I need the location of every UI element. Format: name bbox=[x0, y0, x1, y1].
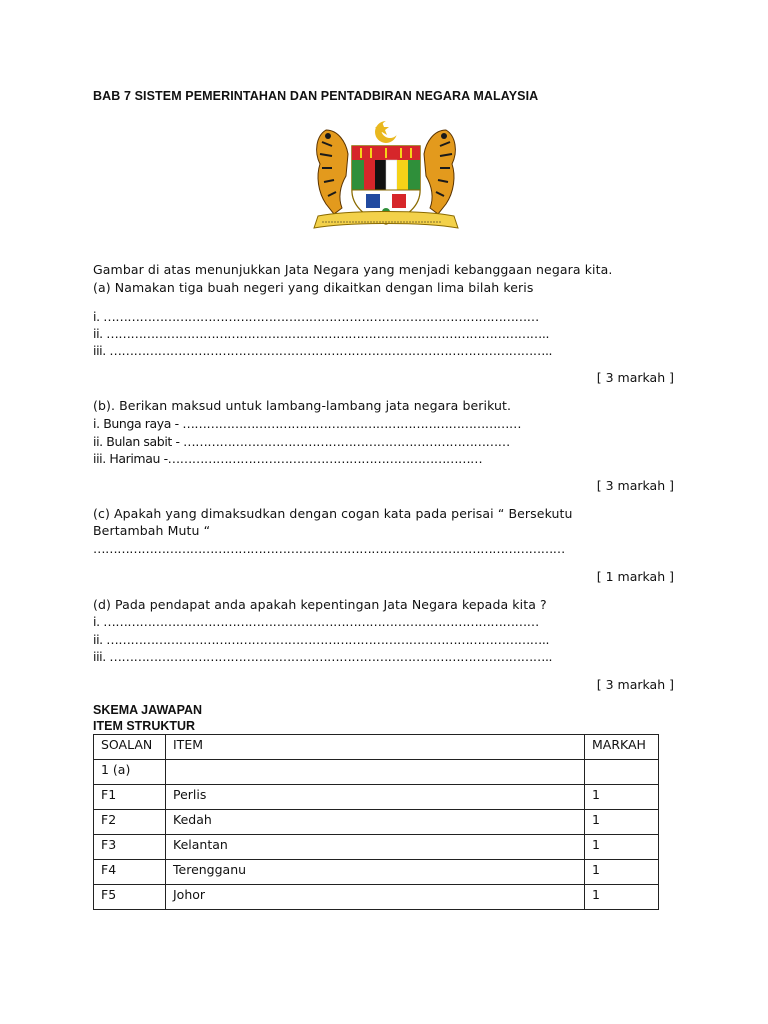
intro-text: Gambar di atas menunjukkan Jata Negara yang menjadi kebanggaan negara kita. bbox=[93, 262, 613, 277]
marks-b: [ 3 markah ] bbox=[596, 478, 674, 493]
answer-line-b1[interactable]: i. Bunga raya - ………………………………………………………………………… bbox=[93, 416, 522, 431]
header-soalan: SOALAN bbox=[94, 735, 166, 760]
table-row bbox=[94, 860, 659, 885]
cell-soalan: F5 bbox=[94, 885, 166, 910]
question-d: (d) Pada pendapat anda apakah kepentingan Jata Negara kepada kita ? bbox=[93, 597, 547, 612]
table-row bbox=[94, 885, 659, 910]
cell-soalan: F3 bbox=[94, 835, 166, 860]
cell-item bbox=[166, 760, 585, 785]
answer-line-d2[interactable]: ii. ……………………………………………………………………………………………….. bbox=[93, 632, 550, 647]
header-item: ITEM bbox=[166, 735, 585, 760]
answer-line-b3[interactable]: iii. Harimau -…………………………………………………………………… bbox=[93, 451, 483, 466]
cell-markah: 1 bbox=[585, 785, 659, 810]
question-c-line2: Bertambah Mutu “ bbox=[93, 523, 211, 538]
table-row bbox=[94, 810, 659, 835]
question-b: (b). Berikan maksud untuk lambang-lambang jata negara berikut. bbox=[93, 398, 512, 413]
question-a: (a) Namakan tiga buah negeri yang dikaitkan dengan lima bilah keris bbox=[93, 280, 534, 295]
cell-item: Kelantan bbox=[166, 835, 585, 860]
answer-line-a2[interactable]: ii. ……………………………………………………………………………………………….. bbox=[93, 326, 550, 341]
answer-scheme-table bbox=[93, 734, 659, 910]
crescent-star-icon bbox=[375, 120, 399, 143]
cell-markah: 1 bbox=[585, 860, 659, 885]
motto-ribbon-icon bbox=[314, 212, 458, 229]
cell-markah: 1 bbox=[585, 885, 659, 910]
answer-line-a1[interactable]: i. ……………………………………………………………………………………………… bbox=[93, 309, 539, 324]
marks-c: [ 1 markah ] bbox=[596, 569, 674, 584]
cell-markah: 1 bbox=[585, 835, 659, 860]
table-row bbox=[94, 835, 659, 860]
question-c-line1: (c) Apakah yang dimaksudkan dengan cogan kata pada perisai “ Bersekutu bbox=[93, 506, 573, 521]
cell-item: Johor bbox=[166, 885, 585, 910]
answer-line-a3[interactable]: iii. ……………………………………………………………………………………………….. bbox=[93, 343, 553, 358]
cell-soalan: F2 bbox=[94, 810, 166, 835]
cell-item: Terengganu bbox=[166, 860, 585, 885]
table-row bbox=[94, 760, 659, 785]
answer-line-b2[interactable]: ii. Bulan sabit - ……………………………………………………………………… bbox=[93, 434, 510, 449]
answer-line-d3[interactable]: iii. ……………………………………………………………………………………………….. bbox=[93, 649, 553, 664]
table-row bbox=[94, 785, 659, 810]
table-header-row bbox=[94, 735, 659, 760]
cell-markah: 1 bbox=[585, 810, 659, 835]
header-markah: MARKAH bbox=[585, 735, 659, 760]
answer-line-d1[interactable]: i. ……………………………………………………………………………………………… bbox=[93, 614, 539, 629]
skema-subheading: ITEM STRUKTUR bbox=[93, 719, 196, 733]
marks-a: [ 3 markah ] bbox=[596, 370, 674, 385]
skema-heading: SKEMA JAWAPAN bbox=[93, 703, 203, 717]
right-tiger-icon bbox=[424, 130, 455, 214]
marks-d: [ 3 markah ] bbox=[596, 677, 674, 692]
cell-item: Perlis bbox=[166, 785, 585, 810]
chapter-title: BAB 7 SISTEM PEMERINTAHAN DAN PENTADBIRAN NEGARA MALAYSIA bbox=[93, 89, 539, 103]
answer-line-c[interactable]: ……………………………………………………………………………………………………… bbox=[93, 541, 565, 556]
left-tiger-icon bbox=[317, 130, 348, 214]
cell-item: Kedah bbox=[166, 810, 585, 835]
cell-soalan: F1 bbox=[94, 785, 166, 810]
cell-soalan: F4 bbox=[94, 860, 166, 885]
cell-soalan: 1 (a) bbox=[94, 760, 166, 785]
cell-markah bbox=[585, 760, 659, 785]
jata-negara-crest bbox=[308, 118, 464, 240]
